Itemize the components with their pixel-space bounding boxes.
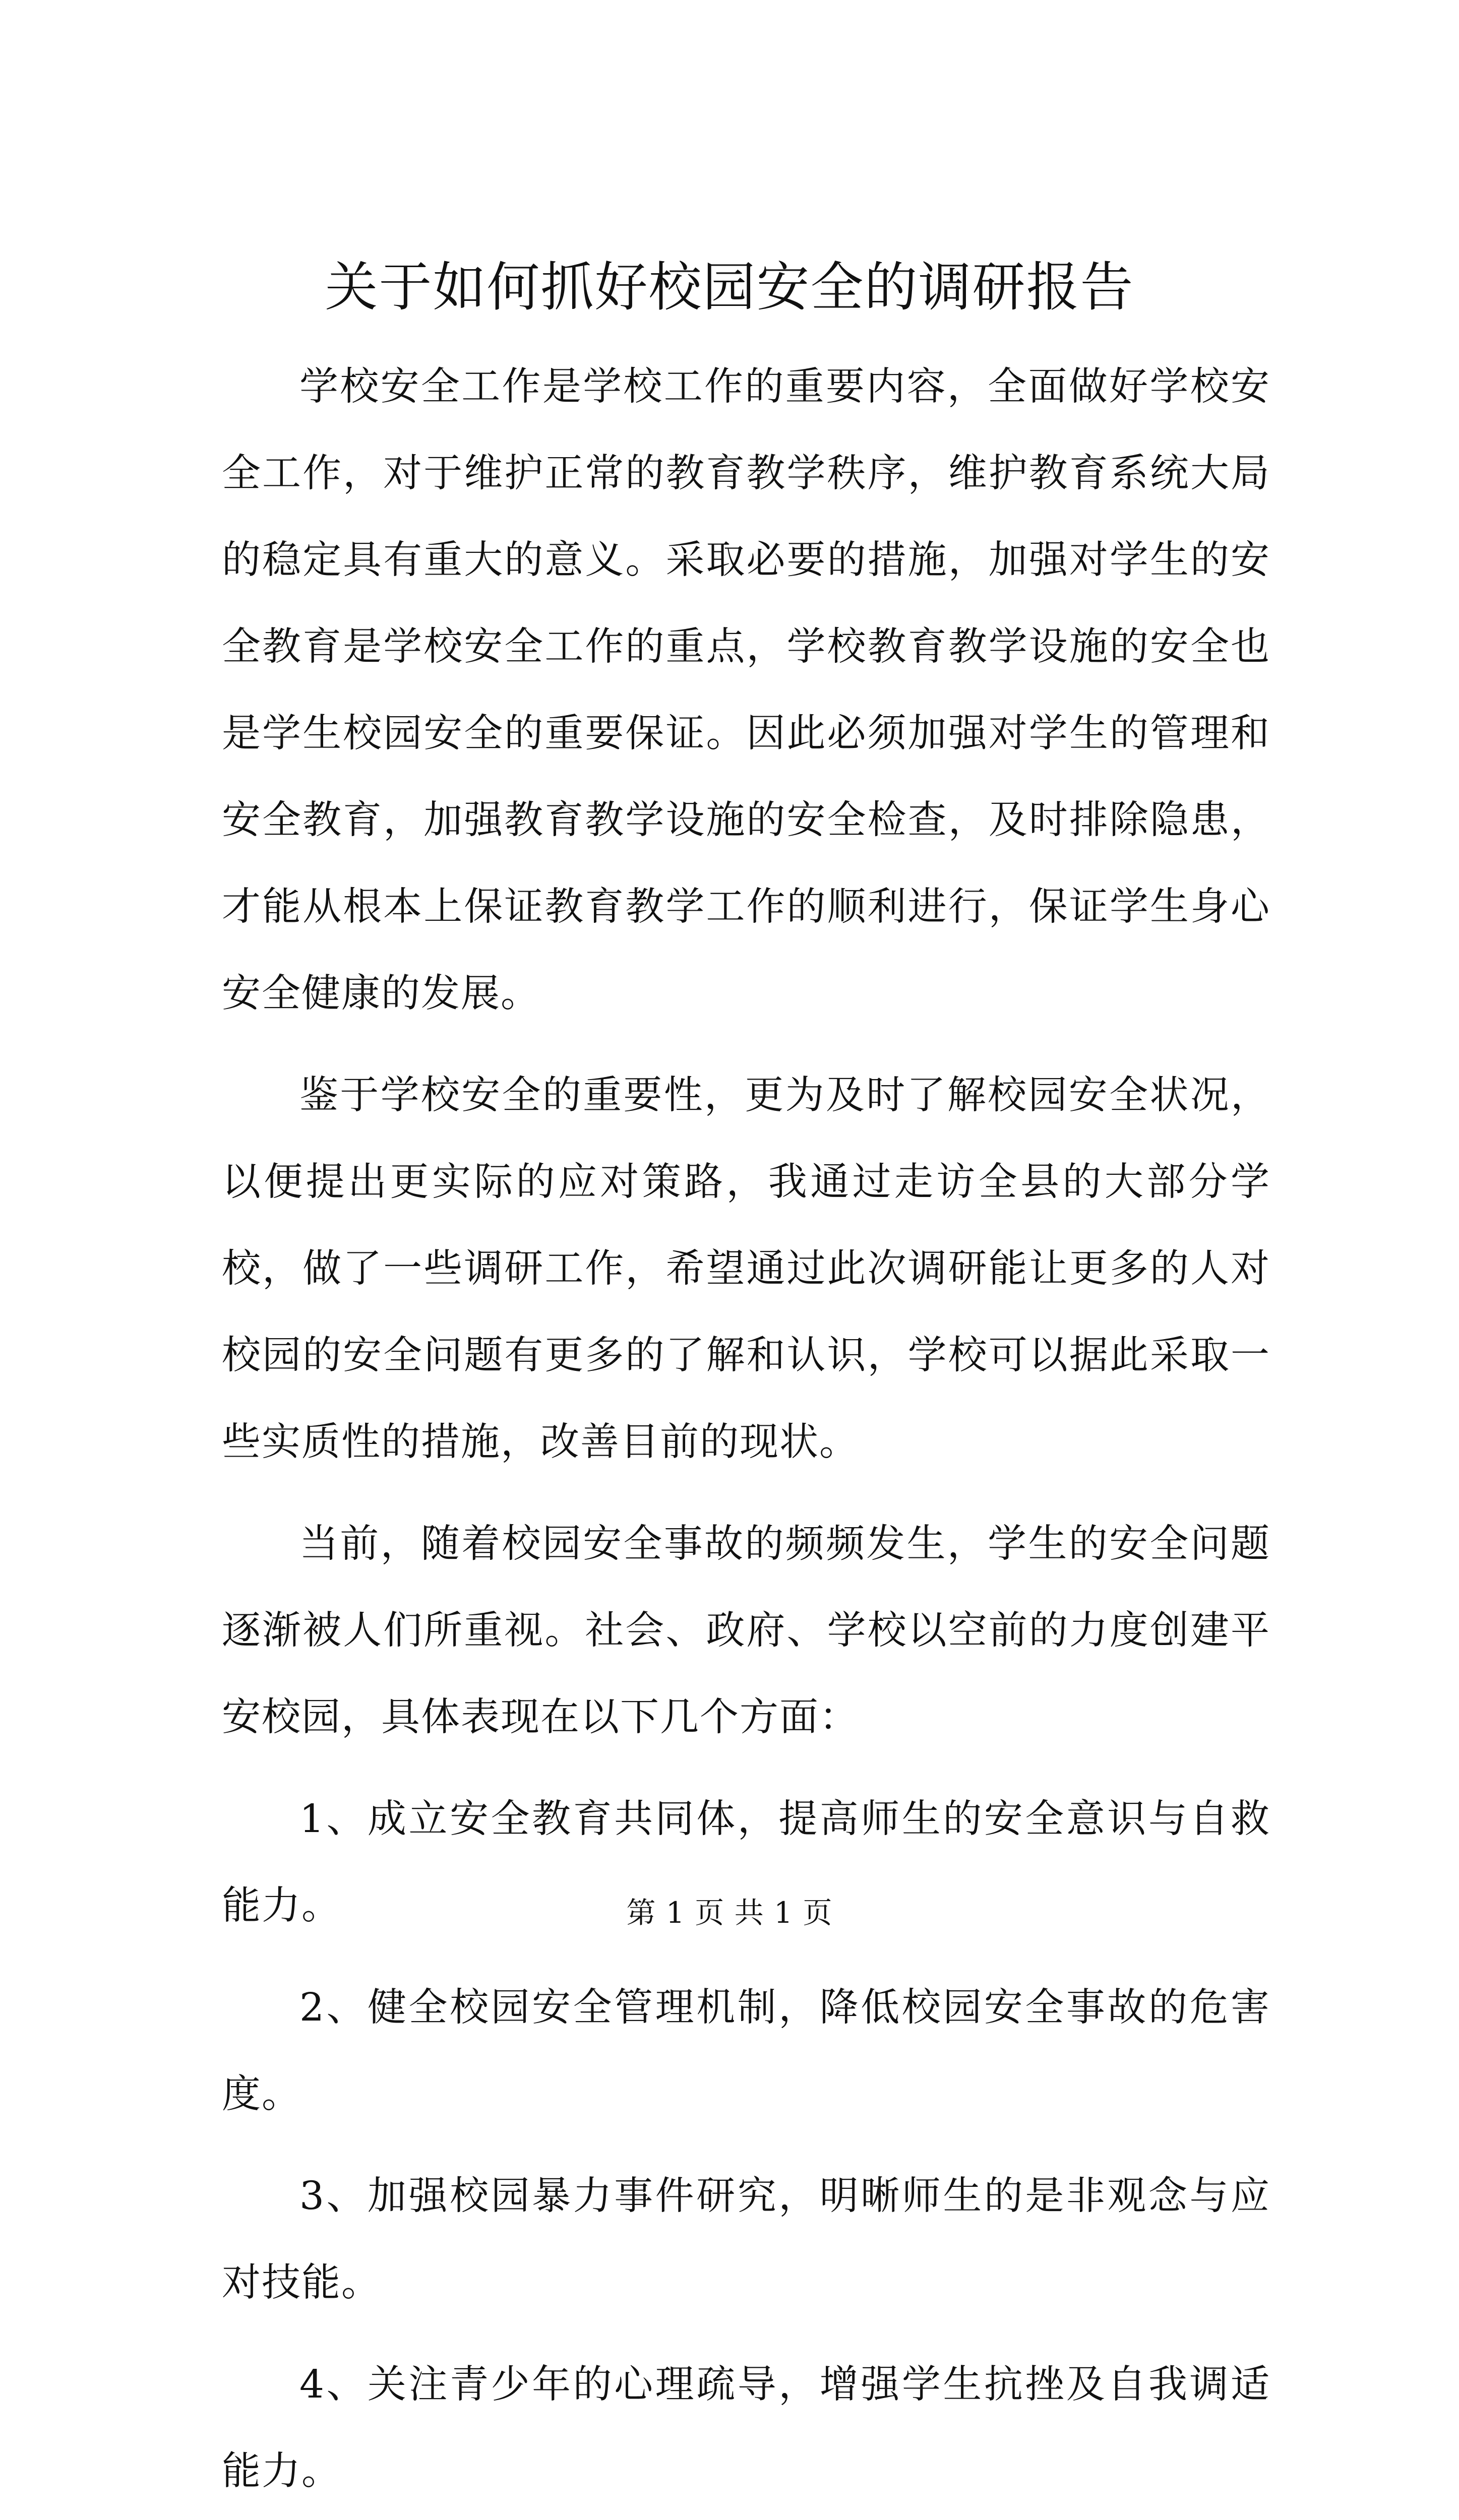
document-body [222,344,1270,2520]
paragraph-3: 当前，随着校园安全事故的频频发生，学生的安全问题逐渐被人们所重视。社会、政府、学校以空前的力度创建平安校园，具体表现在以下几个方面： [222,1522,1270,1740]
list-item-2: 2、健全校园安全管理机制，降低校园安全事故的危害度。 [222,1985,1270,2117]
paragraph-2: 鉴于学校安全的重要性，更为及时了解校园安全状况，以便提出更实际的应对策路，我通过走访全县的大部分学校，做了一些调研工作，希望通过此次调研能让更多的人对校园的安全问题有更多的了解和认识，学校可以据此采取一些实质性的措施，改善目前的现状。 [222,1073,1270,1465]
paragraph-1: 学校安全工作是学校工作的重要内容，全面做好学校安全工作，对于维护正常的教育教学秩序，维护教育系统大局的稳定具有重大的意义。采取必要的措施，加强对学生的安全教育是学校安全工作的重点，学校教育教学设施的安全也是学生校园安全的重要保证。因此必须加强对学生的管理和安全教育，加强教育教学设施的安全检查，及时排除隐患，才能从根本上保证教育教学工作的顺利进行，保证学生身心安全健康的发展。 [222,364,1270,1016]
list-item-4: 4、关注青少年的心理疏导，增强学生抗挫及自我调适能力。 [222,2362,1270,2494]
list-item-1: 1、成立安全教育共同体，提高师生的安全意识与自救能力。 [222,1797,1270,1928]
document-title: 关于如何抓好校园安全的调研报告 [325,257,1134,318]
page-number-footer: 第 1 页 共 1 页 [626,1896,833,1930]
list-item-3: 3、加强校园暴力事件研究，明晰师生的是非观念与应对技能。 [222,2174,1270,2305]
